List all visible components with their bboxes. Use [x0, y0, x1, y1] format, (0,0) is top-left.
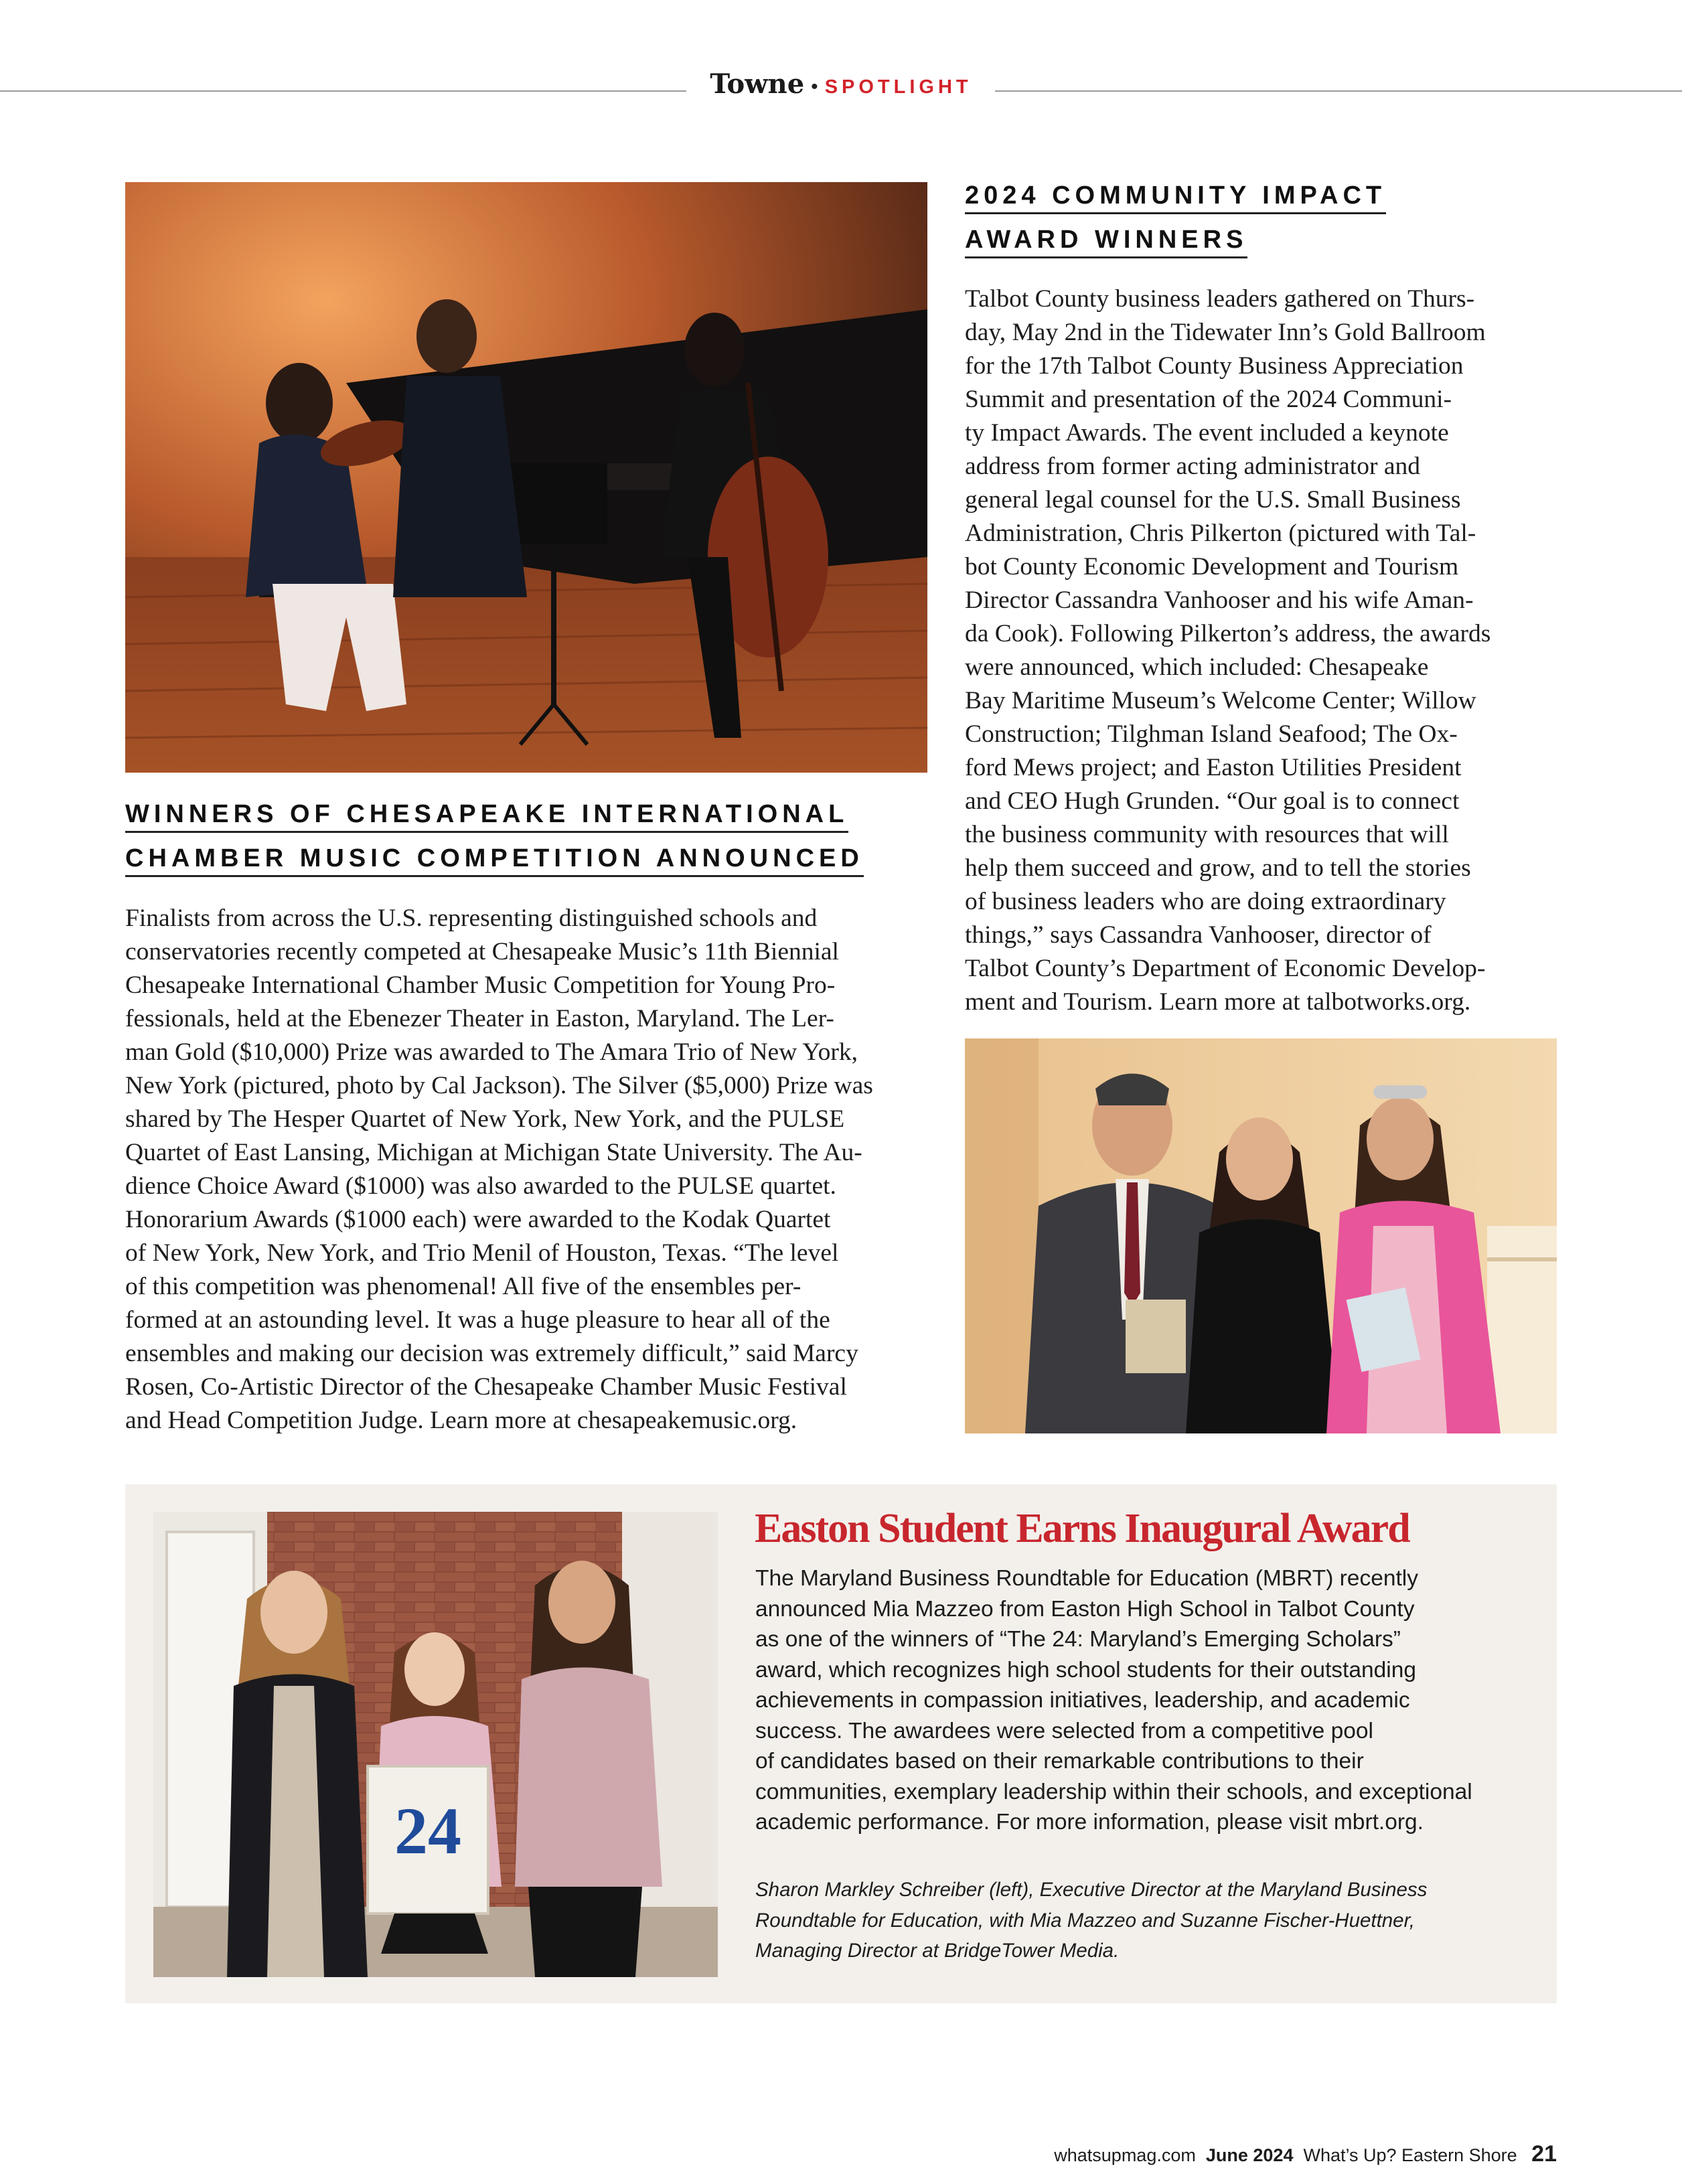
body-line: announced Mia Mazzeo from Easton High School in Talbot County — [755, 1596, 1415, 1622]
body-line: and Head Competition Judge. Learn more at chesapeakemusic.org. — [125, 1407, 797, 1434]
body-line: academic performance. For more information, please visit mbrt.org. — [755, 1810, 1424, 1835]
body-line: conservatories recently competed at Chesapeake Music’s 11th Biennial — [125, 938, 839, 965]
body-line: shared by The Hesper Quartet of New York, New York, and the PULSE — [125, 1105, 845, 1133]
caption-line: Managing Director at BridgeTower Media. — [755, 1940, 1120, 1962]
award-event-photo — [965, 1038, 1557, 1433]
body-line: award, which recognizes high school students for their outstanding — [755, 1657, 1416, 1683]
body-line: the business community with resources that will — [965, 821, 1449, 848]
article2-heading-line1: 2024 COMMUNITY IMPACT — [965, 179, 1386, 214]
body-line: ment and Tourism. Learn more at talbotworks.org. — [965, 988, 1471, 1016]
body-line: Construction; Tilghman Island Seafood; The Ox- — [965, 720, 1458, 748]
body-line: formed at an astounding level. It was a huge pleasure to hear all of the — [125, 1306, 830, 1334]
footer-date: June 2024 — [1205, 2145, 1294, 2165]
body-line: dience Choice Award ($1000) was also awarded to the PULSE quartet. — [125, 1172, 836, 1200]
body-line: for the 17th Talbot County Business Appreciation — [965, 352, 1464, 380]
body-line: as one of the winners of “The 24: Maryland’s Emerging Scholars” — [755, 1627, 1401, 1652]
article2-heading — [965, 173, 1386, 262]
body-line: ensembles and making our decision was extremely difficult,” said Marcy — [125, 1340, 858, 1367]
footer-publication: What’s Up? Eastern Shore — [1303, 2145, 1517, 2165]
body-line: of New York, New York, and Trio Menil of Houston, Texas. “The level — [125, 1239, 839, 1267]
student-award-photo — [153, 1512, 718, 1977]
article2-body — [965, 283, 1490, 1019]
body-line: Director Cassandra Vanhooser and his wife Aman- — [965, 587, 1474, 614]
body-line: address from former acting administrator and — [965, 453, 1420, 480]
header-rule-left — [0, 90, 686, 92]
brand-name: Towne — [710, 68, 805, 100]
article3-photo-caption — [755, 1875, 1427, 1966]
page-header — [690, 68, 992, 100]
body-line: Administration, Chris Pilkerton (pictured with Tal- — [965, 520, 1476, 547]
caption-line: Sharon Markley Schreiber (left), Executive Director at the Maryland Business — [755, 1879, 1428, 1901]
body-line: of business leaders who are doing extraordinary — [965, 888, 1446, 915]
body-line: success. The awardees were selected from a competitive pool — [755, 1718, 1373, 1743]
body-line: communities, exemplary leadership within their schools, and exceptional — [755, 1779, 1472, 1804]
header-rule-right — [995, 90, 1682, 92]
page-footer — [1054, 2141, 1557, 2167]
page-number: 21 — [1531, 2141, 1557, 2167]
body-line: da Cook). Following Pilkerton’s address, the awards — [965, 620, 1491, 647]
body-line: and CEO Hugh Grunden. “Our goal is to connect — [965, 787, 1460, 815]
body-line: Talbot County’s Department of Economic Develop- — [965, 955, 1486, 982]
article3-body — [755, 1563, 1472, 1838]
body-line: fessionals, held at the Ebenezer Theater in Easton, Maryland. The Ler- — [125, 1005, 834, 1032]
body-line: Quartet of East Lansing, Michigan at Michigan State University. The Au- — [125, 1139, 862, 1166]
body-line: were announced, which included: Chesapeake — [965, 653, 1429, 681]
chamber-trio-photo — [125, 182, 927, 773]
section-label: SPOTLIGHT — [824, 76, 972, 98]
article1-body — [125, 902, 873, 1437]
body-line: help them succeed and grow, and to tell the stories — [965, 854, 1471, 882]
footer-site: whatsupmag.com — [1054, 2145, 1196, 2165]
poster-24-text: 24 — [394, 1794, 461, 1868]
body-line: ty Impact Awards. The event included a keynote — [965, 419, 1449, 447]
body-line: Summit and presentation of the 2024 Communi- — [965, 386, 1452, 413]
body-line: general legal counsel for the U.S. Small Business — [965, 486, 1461, 514]
article1-heading-line1: WINNERS OF CHESAPEAKE INTERNATIONAL — [125, 797, 848, 833]
article3-title: Easton Student Earns Inaugural Award — [755, 1506, 1409, 1551]
body-line: achievements in compassion initiatives, leadership, and academic — [755, 1688, 1410, 1713]
body-line: Talbot County business leaders gathered on Thurs- — [965, 285, 1475, 313]
body-line: man Gold ($10,000) Prize was awarded to The Amara Trio of New York, — [125, 1038, 858, 1066]
body-line: day, May 2nd in the Tidewater Inn’s Gold Ballroom — [965, 319, 1486, 346]
caption-line: Roundtable for Education, with Mia Mazzeo and Suzanne Fischer-Huettner, — [755, 1909, 1415, 1932]
article2-heading-line2: AWARD WINNERS — [965, 223, 1247, 258]
body-line: Chesapeake International Chamber Music Competition for Young Pro- — [125, 971, 836, 999]
article1-heading-line2: CHAMBER MUSIC COMPETITION ANNOUNCED — [125, 842, 864, 877]
body-line: Honorarium Awards ($1000 each) were awarded to the Kodak Quartet — [125, 1206, 831, 1233]
body-line: Rosen, Co-Artistic Director of the Chesapeake Chamber Music Festival — [125, 1373, 847, 1401]
article1-heading — [125, 792, 864, 880]
body-line: of this competition was phenomenal! All five of the ensembles per- — [125, 1273, 801, 1300]
body-line: of candidates based on their remarkable contributions to their — [755, 1749, 1364, 1774]
body-line: The Maryland Business Roundtable for Education (MBRT) recently — [755, 1566, 1418, 1591]
body-line: Bay Maritime Museum’s Welcome Center; Willow — [965, 687, 1476, 714]
body-line: Finalists from across the U.S. representing distinguished schools and — [125, 905, 818, 932]
header-separator: • — [811, 76, 818, 98]
body-line: things,” says Cassandra Vanhooser, director of — [965, 921, 1432, 949]
body-line: New York (pictured, photo by Cal Jackson). The Silver ($5,000) Prize was — [125, 1072, 873, 1099]
body-line: bot County Economic Development and Tourism — [965, 553, 1459, 580]
body-line: ford Mews project; and Easton Utilities President — [965, 754, 1462, 781]
